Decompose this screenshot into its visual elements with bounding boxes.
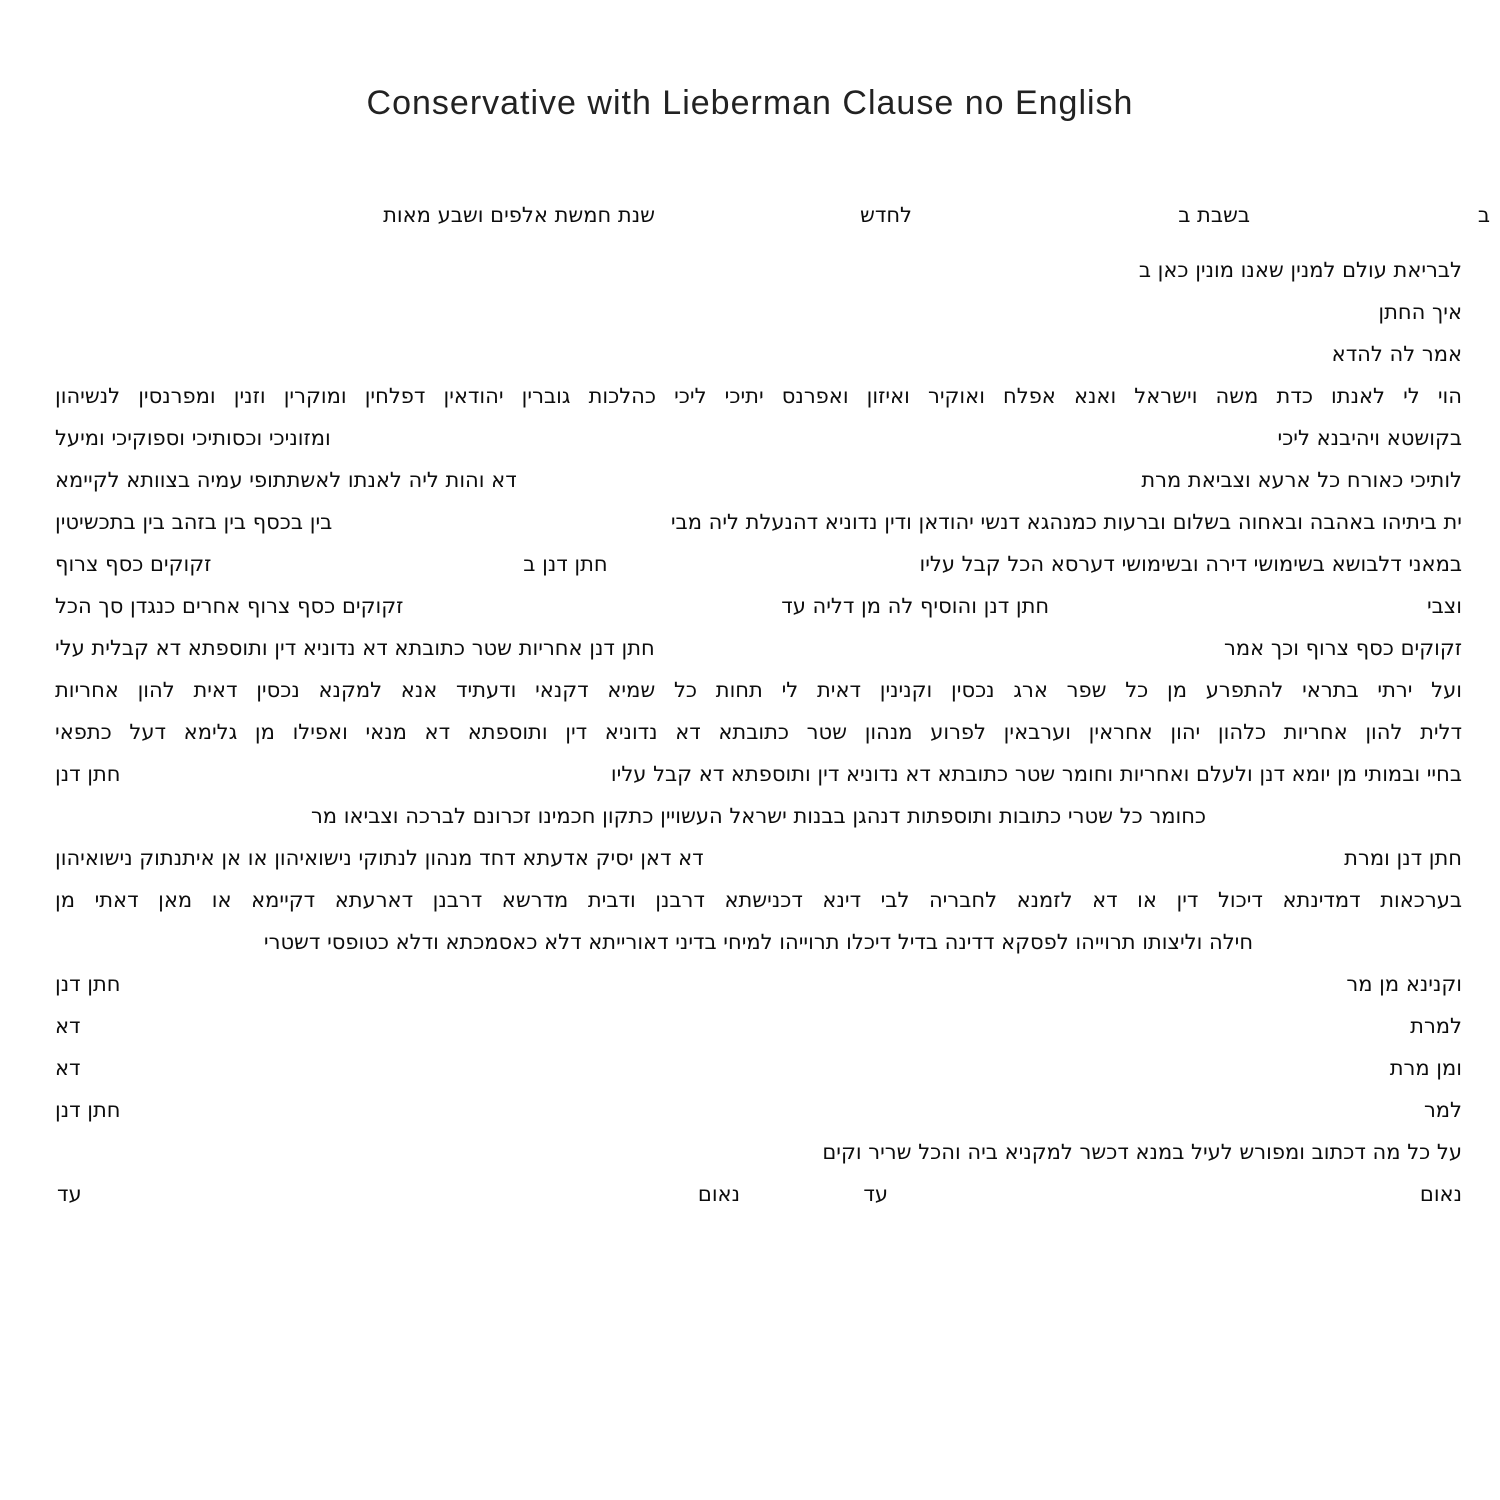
ketubah-line-11	[0, 633, 1500, 663]
ketubah-line-23	[0, 1137, 1500, 1167]
text-segment: ועל ירתי בתראי להתפרע מן כל שפר ארג נכסין וקנינין דאית לי תחות כל שמיא דקנאי ודעתיד אנא למקנא נכסין דאית להון אחריות	[55, 678, 1462, 702]
text-segment: נאום	[697, 1182, 740, 1206]
text-segment: לחדש	[860, 203, 912, 227]
text-segment: שנת חמשת אלפים ושבע מאות	[383, 203, 655, 227]
ketubah-line-10	[0, 591, 1500, 621]
text-segment: חתן דנן	[55, 762, 121, 786]
text-segment: לבריאת עולם למנין שאנו מונין כאן ב	[1138, 258, 1462, 282]
text-segment: דא	[55, 1056, 81, 1080]
ketubah-line-12	[0, 675, 1500, 705]
ketubah-line-13	[0, 717, 1500, 747]
ketubah-line-19	[0, 969, 1500, 999]
text-segment: למר	[1423, 1098, 1462, 1122]
text-segment: בערכאות דמדינתא דיכול דין או דא לזמנא לחבריה לבי דינא דכנישתא דרבנן ודבית מדרשא דרבנן דארעתא דקיימא או מאן דאתי מן	[55, 888, 1462, 912]
text-segment: דא והות ליה לאנתו לאשתתופי עמיה בצוותא לקיימא	[55, 468, 517, 492]
text-segment: חתן דנן ב	[523, 552, 608, 576]
ketubah-line-14	[0, 759, 1500, 789]
text-segment: חילה וליצותו תרוייהו לפסקא דדינה בדיל דיכלו תרוייהו למיחי בדיני דאורייתא דלא כאסמכתא ודלא כטופסי דשטרי	[263, 930, 1254, 954]
ketubah-line-06	[0, 423, 1500, 453]
text-segment: ומזוניכי וכסותיכי וספוקיכי ומיעל	[55, 426, 331, 450]
ketubah-line-07	[0, 465, 1500, 495]
text-segment: חתן דנן	[55, 972, 121, 996]
ketubah-line-09	[0, 549, 1500, 579]
text-segment: בין בכסף בין בזהב בין בתכשיטין	[55, 510, 333, 534]
text-segment: עד	[863, 1182, 888, 1206]
text-segment: ומן מרת	[1389, 1056, 1462, 1080]
text-segment: חתן דנן והוסיף לה מן דליה עד	[781, 594, 1050, 618]
text-segment: בשבת ב	[1178, 203, 1250, 227]
text-segment: במאני דלבושא בשימושי דירה ובשימושי דערסא הכל קבל עליו	[919, 552, 1462, 576]
text-segment: חתן דנן	[55, 1098, 121, 1122]
text-segment: עד	[57, 1182, 82, 1206]
text-segment: בקושטא ויהיבנא ליכי	[1277, 426, 1462, 450]
ketubah-line-20	[0, 1011, 1500, 1041]
text-segment: דא דאן יסיק אדעתא דחד מנהון לנתוקי נישואיהון או אן איתנתוק נישואיהון	[55, 846, 704, 870]
ketubah-line-15	[0, 801, 1500, 831]
ketubah-line-02	[0, 255, 1500, 285]
text-segment: הוי לי לאנתו כדת משה וישראל ואנא אפלח ואוקיר ואיזון ואפרנס יתיכי ליכי כהלכות גוברין יהודאין דפלחין ומוקרין וזנין ומפרנסין לנשיהון	[55, 384, 1462, 408]
text-segment: לותיכי כאורח כל ארעא וצביאת מרת	[1141, 468, 1462, 492]
text-segment: זקוקים כסף צרוף אחרים כנגדן סך הכל	[55, 594, 404, 618]
text-segment: זקוקים כסף צרוף וכך אמר	[1223, 636, 1462, 660]
text-segment: כחומר כל שטרי כתובות ותוספתות דנהגן בבנות ישראל העשויין כתקון חכמינו זכרונם לברכה וצביאו מר	[310, 804, 1207, 828]
ketubah-line-03	[0, 297, 1500, 327]
ketubah-line-08	[0, 507, 1500, 537]
document-title: Conservative with Lieberman Clause no English	[366, 84, 1134, 122]
text-segment: דא	[55, 1014, 81, 1038]
ketubah-line-04	[0, 339, 1500, 369]
ketubah-line-05	[0, 381, 1500, 411]
text-segment: על כל מה דכתוב ומפורש לעיל במנא דכשר למקניא ביה והכל שריר וקים	[822, 1140, 1462, 1164]
ketubah-line-21	[0, 1053, 1500, 1083]
text-segment: דלית להון אחריות כלהון יהון אחראין וערבאין לפרוע מנהון שטר כתובתא דא נדוניא דין ותוספתא דא מנאי ואפילו מן גלימא דעל כתפאי	[55, 720, 1462, 744]
text-segment: איך החתן	[1378, 300, 1462, 324]
ketubah-line-22	[0, 1095, 1500, 1125]
text-segment: נאום	[1419, 1182, 1462, 1206]
ketubah-line-17	[0, 885, 1500, 915]
text-segment: אמר לה להדא	[1331, 342, 1462, 366]
text-segment: ב	[1477, 203, 1490, 227]
ketubah-line-18	[0, 927, 1500, 957]
text-segment: למרת	[1410, 1014, 1462, 1038]
text-segment: זקוקים כסף צרוף	[55, 552, 212, 576]
text-segment: וצבי	[1426, 594, 1462, 618]
text-segment: ית ביתיהו באהבה ובאחוה בשלום וברעות כמנהגא דנשי יהודאן ודין נדוניא דהנעלת ליה מבי	[670, 510, 1462, 534]
text-segment: בחיי ובמותי מן יומא דנן ולעלם ואחריות וחומר שטר כתובתא דא נדוניא דין ותוספתא דא קבל עליו	[610, 762, 1462, 786]
text-segment: חתן דנן אחריות שטר כתובתא דא נדוניא דין ותוספתא דא קבלית עלי	[55, 636, 655, 660]
ketubah-line-16	[0, 843, 1500, 873]
text-segment: וקנינא מן מר	[1346, 972, 1462, 996]
text-segment: חתן דנן ומרת	[1344, 846, 1462, 870]
